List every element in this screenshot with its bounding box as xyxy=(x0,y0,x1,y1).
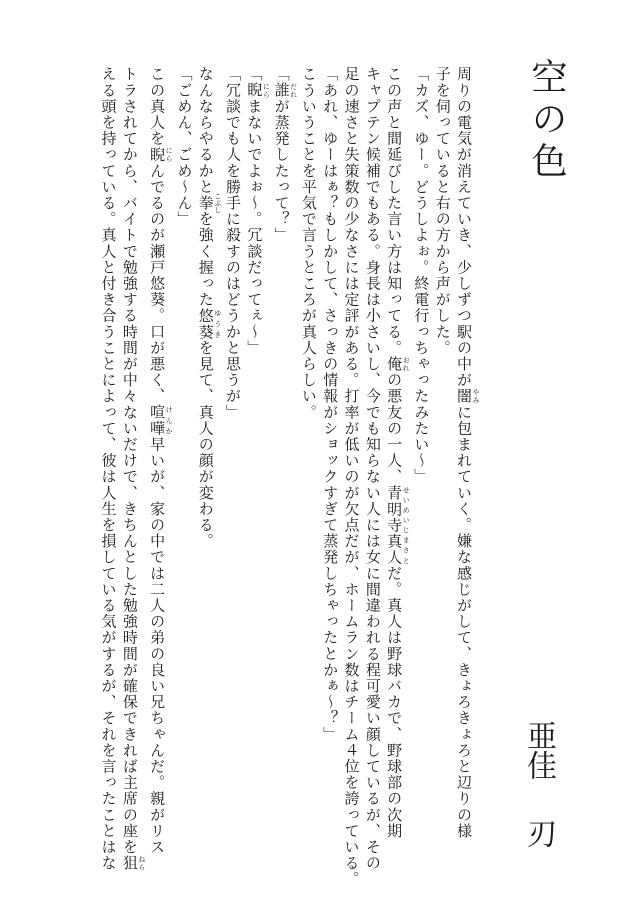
text-line: 周りの電気が消えていき、少しずつ駅の中が闇 やみに包まれていく。嫌な感じがして、きょろきょろと辺りの様 xyxy=(455,66,480,839)
furigana-reading: こぶし xyxy=(213,192,222,214)
text-line: この声と間延びした言い方は知ってる。俺 おれの悪友の一人、青明寺真人 せいめいじまさとだ。真人は野球バカで、野球部の次期 xyxy=(385,66,411,839)
text-line: 「冗談でも人を勝手に殺すのはどうかと思うが」 xyxy=(224,66,243,421)
furigana-reading: やみ xyxy=(472,388,480,405)
author-family-name: 亜佳 xyxy=(521,720,556,780)
furigana-reading: にら xyxy=(165,146,174,163)
text-line: 「睨 にらまないでよぉ～。冗談だってぇ～」 xyxy=(245,66,271,356)
furigana-word: 拳 こぶし xyxy=(196,192,222,214)
text-line: トラされてから、バイトで勉強する時間が中々ないだけで、きちんとした勉強時間が確保できれば主席の座を狙 ねら xyxy=(120,66,146,872)
story-title: 空の色 xyxy=(526,58,567,184)
text-line: 子を伺っていると右の方から声がした。 xyxy=(433,66,452,356)
furigana-reading: せいめいじまさと xyxy=(402,484,411,566)
text-line: 「誰 だれが蒸発したって？」 xyxy=(272,66,298,244)
text-line: キャプテン候補でもある。身長は小さいし、今でも知らない人には女に間違われる程可愛い顔しているが、その xyxy=(363,66,382,871)
text-line: 「あれ、ゆーはぁ？もしかして、さっきの情報がショックすぎて蒸発しちゃったとかぁ～？」 xyxy=(321,66,340,743)
furigana-reading: だれ xyxy=(289,82,298,99)
furigana-word: 狙 ねら xyxy=(120,854,146,872)
furigana-word: 悠葵 ゆうき xyxy=(196,307,222,340)
furigana-reading: ねら xyxy=(137,854,146,871)
furigana-reading: おれ xyxy=(402,355,411,372)
furigana-word: 睨 にら xyxy=(148,146,174,163)
furigana-word: 誰 だれ xyxy=(272,82,298,99)
furigana-word: 俺 おれ xyxy=(385,355,411,372)
furigana-word: 喧嘩 けんか xyxy=(148,404,174,437)
furigana-word: 睨 にら xyxy=(245,82,271,99)
author-given-name: 刃 xyxy=(521,818,556,848)
furigana-word: 青明寺真人 せいめいじまさと xyxy=(385,484,411,566)
text-line: 足の速さと失策数の少なさには定評がある。打率が低いのが欠点だが、ホームラン数はチーム４位を誇っている。 xyxy=(342,66,361,888)
text-line: この真人を睨 にらんでるのが瀬戸悠葵。口が悪く、喧嘩 けんか早いが、家の中では二人の弟の良い兄ちゃんだ。親がリス xyxy=(148,66,174,855)
text-line: 「ごめん、ごめ～ん」 xyxy=(175,66,194,227)
furigana-word: 闇 やみ xyxy=(455,388,480,405)
author-name xyxy=(521,720,556,848)
furigana-reading: にら xyxy=(262,82,271,99)
text-line: なんならやるかと拳 こぶしを強く握った悠葵 ゆうきを見て、真人の顔が変わる。 xyxy=(196,66,222,550)
furigana-reading: けんか xyxy=(165,404,174,437)
text-line: こういうことを平気で言うところが真人らしい。 xyxy=(299,66,318,421)
furigana-reading: ゆうき xyxy=(213,307,222,340)
text-line: える頭を持っている。真人と付き合うことによって、彼は人生を損している気がするが、それを言ったことはな xyxy=(99,66,118,871)
story-body xyxy=(54,66,480,888)
text-line: 「カズ、ゆー。どうしよぉ。終電行っちゃったみたい～」 xyxy=(412,66,431,485)
